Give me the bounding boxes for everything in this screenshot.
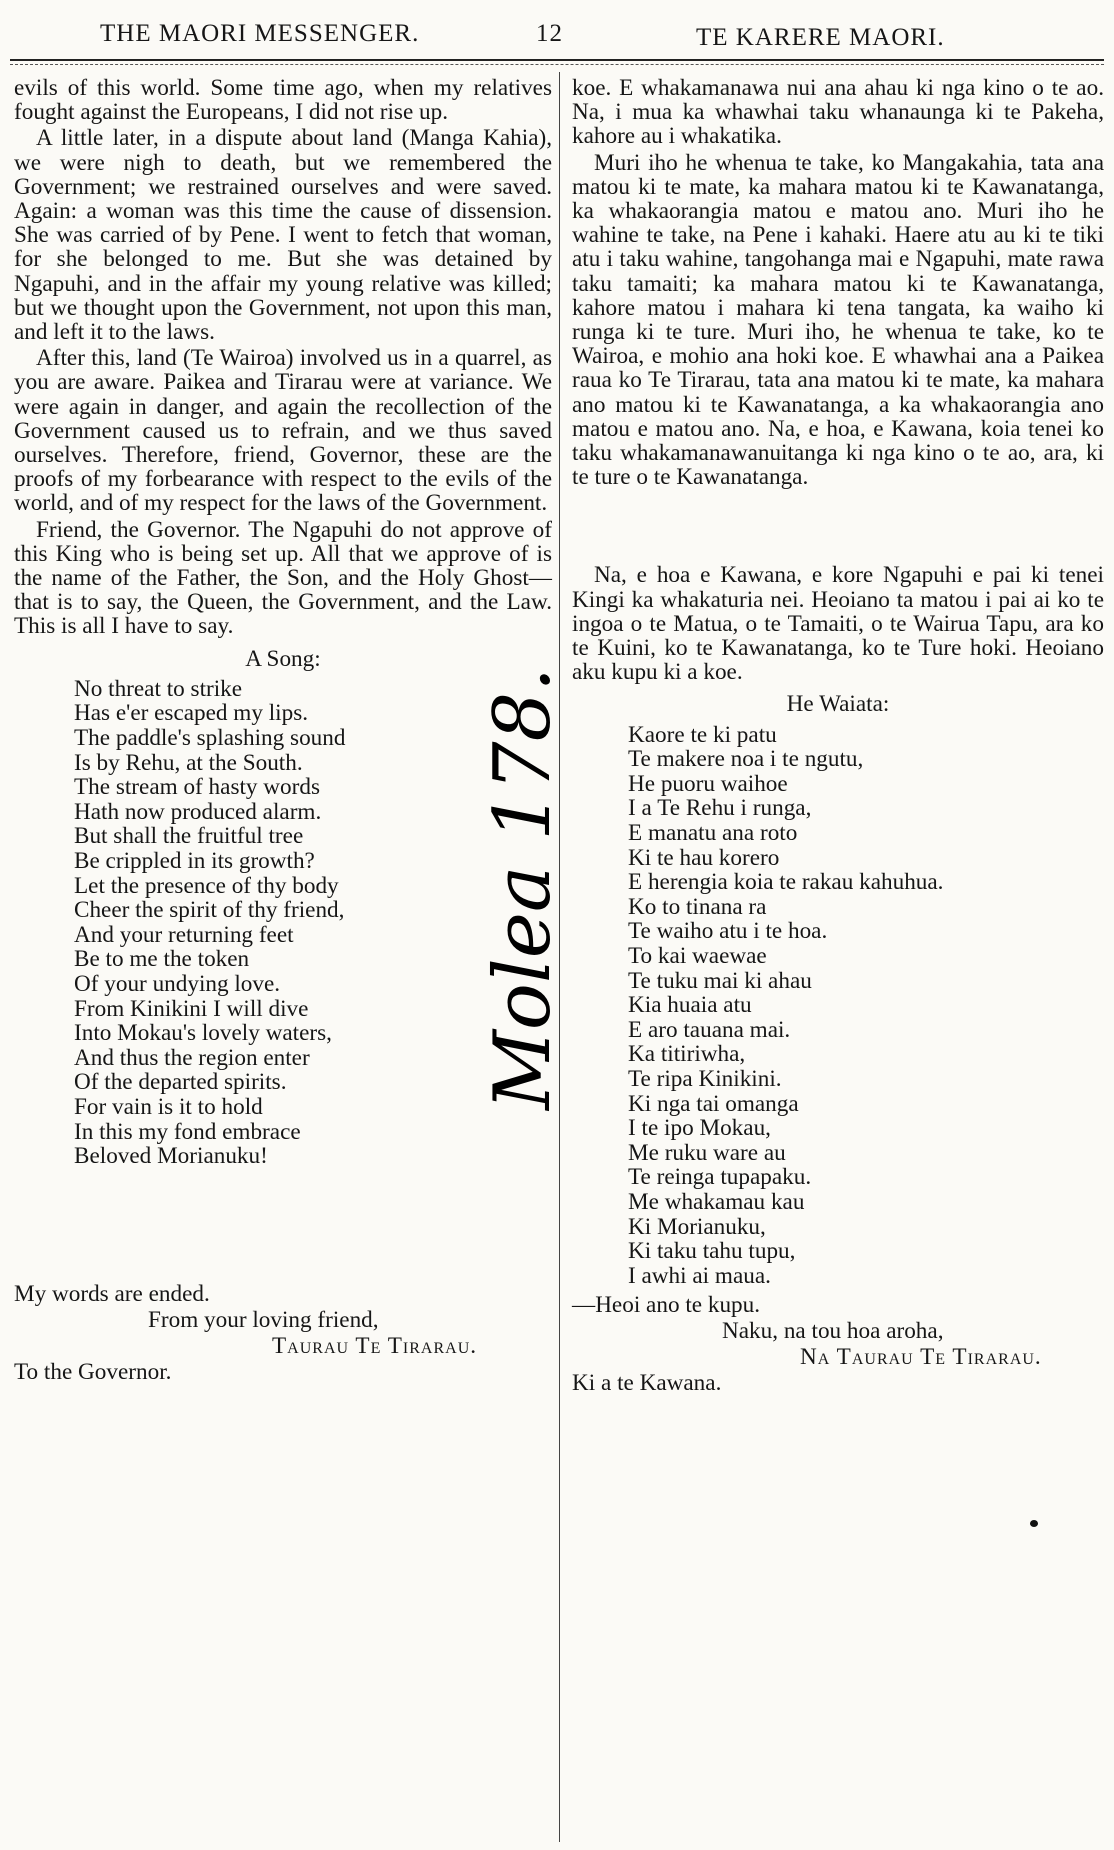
song-line: Cheer the spirit of thy friend, [74, 897, 345, 924]
song-line: And your returning feet [74, 921, 294, 948]
ink-speck [1030, 1520, 1038, 1527]
maori-song [628, 723, 1104, 1289]
song-line: But shall the fruitful tree [74, 823, 304, 850]
song-line: Te tuku mai ki ahau [628, 967, 812, 994]
song-line: In this my fond embrace [74, 1118, 301, 1145]
english-column [14, 76, 552, 1385]
song-line: Has e'er escaped my lips. [74, 700, 309, 727]
maori-column [572, 76, 1104, 1396]
english-masthead: THE MAORI MESSENGER. [100, 20, 420, 47]
song-line: E manatu ana roto [628, 820, 798, 847]
song-line: The paddle's splashing sound [74, 725, 346, 752]
song-line: Te ripa Kinikini. [628, 1065, 782, 1092]
song-line: Ki te hau korero [628, 844, 780, 871]
song-line: Te reinga tupapaku. [628, 1164, 812, 1191]
page-header [0, 14, 1114, 54]
addressee: To the Governor. [14, 1358, 172, 1385]
newspaper-page: THE MAORI MESSENGER. 12 TE KARERE MAORI. evils of this world. Some time ago, when my relatives fought against the Europeans, I did not rise up. A little later, in a dispute about land (Manga Kahia), we were nigh to death, but we remembered the Government; we restrained ourselves and were saved. Again: a woman was this time the cause of dissension. She was carried of by Pene. I went to fetch that woman, for she belonged to me. But she was detained by Ngapuhi, and in the affair my young relative was killed; but we thought upon the Government, not upon this man, and left it to the laws. After this, land (Te Wairoa) involved us in a quarrel, as you are aware. Paikea and Tirarau were at variance. We were again in danger, and again the recollection of the Government caused us to refrain, and we thus saved ourselves. Therefore, friend, Governor, these are the proofs of my forbearance with respect to the evils of the world, and of my respect for the laws of the Government. Friend, the Governor. The Ngapuhi do not approve of this King who is being set up. All that we approve of is the name of the Father, the Son, and the Holy Ghost—that is to say, the Queen, the Government, and the Law. This is all I have to say. A Song: No threat to strike Has e'er escaped my lips. The paddle's splashing sound Is by Rehu, at the South. The stream of hasty words Hath now produced alarm. But shall the fruitful tree Be crippled in its growth? Let the presence of thy body Cheer the spirit of thy friend, And your returning feet Be to me the token Of your undying love. From Kinikini I will dive Into Mokau's lovely waters, And thus the region enter Of the departed spirits. For vain is it to hold In this my fond embrace Beloved Morianuku! My words are ended. From your loving friend, Taurau Te Tirarau. To the Governor. koe. E whakamanawa nui ana ahau ki nga kino o te ao. Na, i mua ka whawhai taku whanaunga ki te Pakeha, kahore au i whakatika. Muri iho he whenua te take, ko Mangakahia, tata ana matou ki te mate, ka mahara matou ki te Kawanatanga, ka whakaorangia matou e matou ano. Muri iho he wahine te take, na Pene i kahaki. Haere atu au ki te tiki atu i taku wahine, tangohanga mai e Ngapuhi, mate rawa taku tamaiti; ka mahara matou ki te Kawanatanga, kahore matou i mahara ki tena tangata, ka waiho ki runga ki te ture. Muri iho, he whenua te take, ko te Wairoa, e mohio ana hoki koe. E whawhai ana a Paikea raua ko Te Tirarau, tata ana matou ki te mate, ka mahara ano matou ki te Kawanatanga, a ka whakaorangia ano matou e matou ano. Na, e hoa, e Kawana, koia tenei ko taku whakamanawanuitanga ki nga kino o te ao, ara, ki te ture o te Kawanatanga. Na, e hoa e Kawana, e kore Ngapuhi e pai ki tenei Kingi ka whakaturia nei. Heoiano ta matou i pai ai ko te ingoa o te Matua, o te Tamaiti, o te Wairua Tapu, ara ko te Kuini, ko te Kawanatanga, ko te Ture hoki. Heoiano aku kupu ki a koe. He Waiata: Kaore te ki patu Te makere noa i te ngutu, He puoru waihoe I a Te Rehu i runga, E manatu ana roto Ki te hau korero E herengia koia te rakau kahuhua. Ko to tinana ra Te waiho atu i te hoa. To kai waewae Te tuku mai ki ahau Kia huaia atu E aro tauana mai. Ka titiriwha, Te ripa Kinikini. Ki nga tai omanga I te ipo Mokau, Me ruku ware au Te reinga tupapaku. Me whakamau kau Ki Morianuku, Ki taku tahu tupu, I awhi ai maua. —Heoi ano te kupu. Naku, na tou hoa aroha, Na Taurau Te Tirarau. Ki a te Kawana. Molea 178. [0, 0, 1114, 1850]
english-signoff [14, 1281, 552, 1385]
song-line: Me whakamau kau [628, 1188, 805, 1215]
maori-song-heading: He Waiata: [786, 691, 890, 718]
song-line: The stream of hasty words [74, 774, 320, 801]
header-rule-dashed [10, 64, 1104, 65]
song-line: I te ipo Mokau, [628, 1115, 771, 1142]
maori-paragraph: Na, e hoa e Kawana, e kore Ngapuhi e pai ki tenei Kingi ka whakaturia nei. Heoiano ta matou i pai ai ko te ingoa o te Matua, o te Tamaiti, o te Wairua Tapu, ara ko te Kuini, ko te Kawanatanga, ko te Ture hoki. Heoiano aku kupu ki a koe. [572, 562, 1104, 686]
song-line: Be crippled in its growth? [74, 848, 315, 875]
song-line: Be to me the token [74, 946, 250, 973]
maori-masthead: TE KARERE MAORI. [696, 24, 945, 51]
header-rule [10, 59, 1104, 61]
song-line: I awhi ai maua. [628, 1262, 771, 1289]
maori-paragraph: Muri iho he whenua te take, ko Mangakahia, tata ana matou ki te mate, ka mahara matou ki te Kawanatanga, ka whakaorangia matou e matou ano. Muri iho he wahine te take, na Pene i kahaki. Haere atu au ki te tiki atu i taku wahine, tangohanga mai e Ngapuhi, mate rawa taku tamaiti; ka mahara matou ki te Kawanatanga, kahore matou i mahara ki tena tangata, ka waiho ki runga ki te ture. Muri iho, he whenua te take, ko te Wairoa, e mohio ana hoki koe. E whawhai ana a Paikea raua ko Te Tirarau, tata ana matou ki te mate, ka mahara ano matou ki te Kawanatanga, a ka whakaorangia ano matou e matou ano. Na, e hoa, e Kawana, koia tenei ko taku whakamanawanuitanga ki nga kino o te ao, ara, ki te ture o te Kawanatanga. [572, 149, 1104, 491]
addressee: Ki a te Kawana. [572, 1370, 722, 1397]
song-line: I a Te Rehu i runga, [628, 795, 812, 822]
song-line: He puoru waihoe [628, 770, 788, 797]
song-line: E herengia koia te rakau kahuhua. [628, 869, 944, 896]
song-line: Te waiho atu i te hoa. [628, 918, 828, 945]
song-line: Beloved Morianuku! [74, 1143, 268, 1170]
signature: Na Taurau Te Tirarau. [800, 1344, 1042, 1371]
song-line: No threat to strike [74, 675, 243, 702]
song-line: Kaore te ki patu [628, 721, 777, 748]
song-line: Ki Morianuku, [628, 1213, 766, 1240]
song-line: Into Mokau's lovely waters, [74, 1020, 332, 1047]
song-line: Of the departed spirits. [74, 1069, 287, 1096]
song-line: Hath now produced alarm. [74, 798, 322, 825]
song-line: Te makere noa i te ngutu, [628, 746, 864, 773]
song-line: Ki taku tahu tupu, [628, 1238, 796, 1265]
song-line: To kai waewae [628, 943, 767, 970]
maori-signoff [572, 1292, 1104, 1396]
maori-paragraph: koe. E whakamanawa nui ana ahau ki nga kino o te ao. Na, i mua ka whawhai taku whanaunga ki te Pakeha, kahore au i whakatika. [572, 75, 1104, 150]
english-paragraph: evils of this world. Some time ago, when my relatives fought against the Europeans, I did not rise up. [14, 75, 552, 126]
closing-line: My words are ended. [14, 1280, 210, 1307]
song-line: Ko to tinana ra [628, 893, 767, 920]
from-line: Naku, na tou hoa aroha, [722, 1318, 944, 1345]
signature: Taurau Te Tirarau. [272, 1332, 478, 1359]
from-line: From your loving friend, [148, 1306, 379, 1333]
english-paragraph: A little later, in a dispute about land (Manga Kahia), we were nigh to death, but we remembered the Government; we restrained ourselves and were saved. Again: a woman was this time the cause of dissension. She was carried of by Pene. I went to fetch that woman, for she belonged to me. But she was detained by Ngapuhi, and in the affair my young relative was killed; but we thought upon the Government, not upon this man, and left it to the laws. [14, 125, 552, 346]
english-paragraph: After this, land (Te Wairoa) involved us in a quarrel, as you are aware. Paikea and Tirarau were at variance. We were again in danger, and again the recollection of the Government caused us to refrain, and we thus saved ourselves. Therefore, friend, Governor, these are the proofs of my forbearance with respect to the evils of the world, and of my respect for the laws of the Government. [14, 345, 552, 517]
english-paragraph: Friend, the Governor. The Ngapuhi do not approve of this King who is being set up. All that we approve of is the name of the Father, the Son, and the Holy Ghost—that is to say, the Queen, the Government, and the Law. This is all I have to say. [14, 516, 552, 640]
english-song-heading: A Song: [245, 645, 321, 672]
song-line: Let the presence of thy body [74, 872, 339, 899]
song-line: Ka titiriwha, [628, 1041, 746, 1068]
song-line: Kia huaia atu [628, 992, 752, 1019]
song-line: Is by Rehu, at the South. [74, 749, 303, 776]
closing-line: —Heoi ano te kupu. [572, 1292, 761, 1319]
song-line: Me ruku ware au [628, 1139, 786, 1166]
song-line: E aro tauana mai. [628, 1016, 791, 1043]
song-line: For vain is it to hold [74, 1093, 263, 1120]
song-line: And thus the region enter [74, 1044, 310, 1071]
song-line: Ki nga tai omanga [628, 1090, 799, 1117]
song-line: From Kinikini I will dive [74, 995, 309, 1022]
page-number: 12 [536, 20, 563, 47]
song-line: Of your undying love. [74, 971, 281, 997]
